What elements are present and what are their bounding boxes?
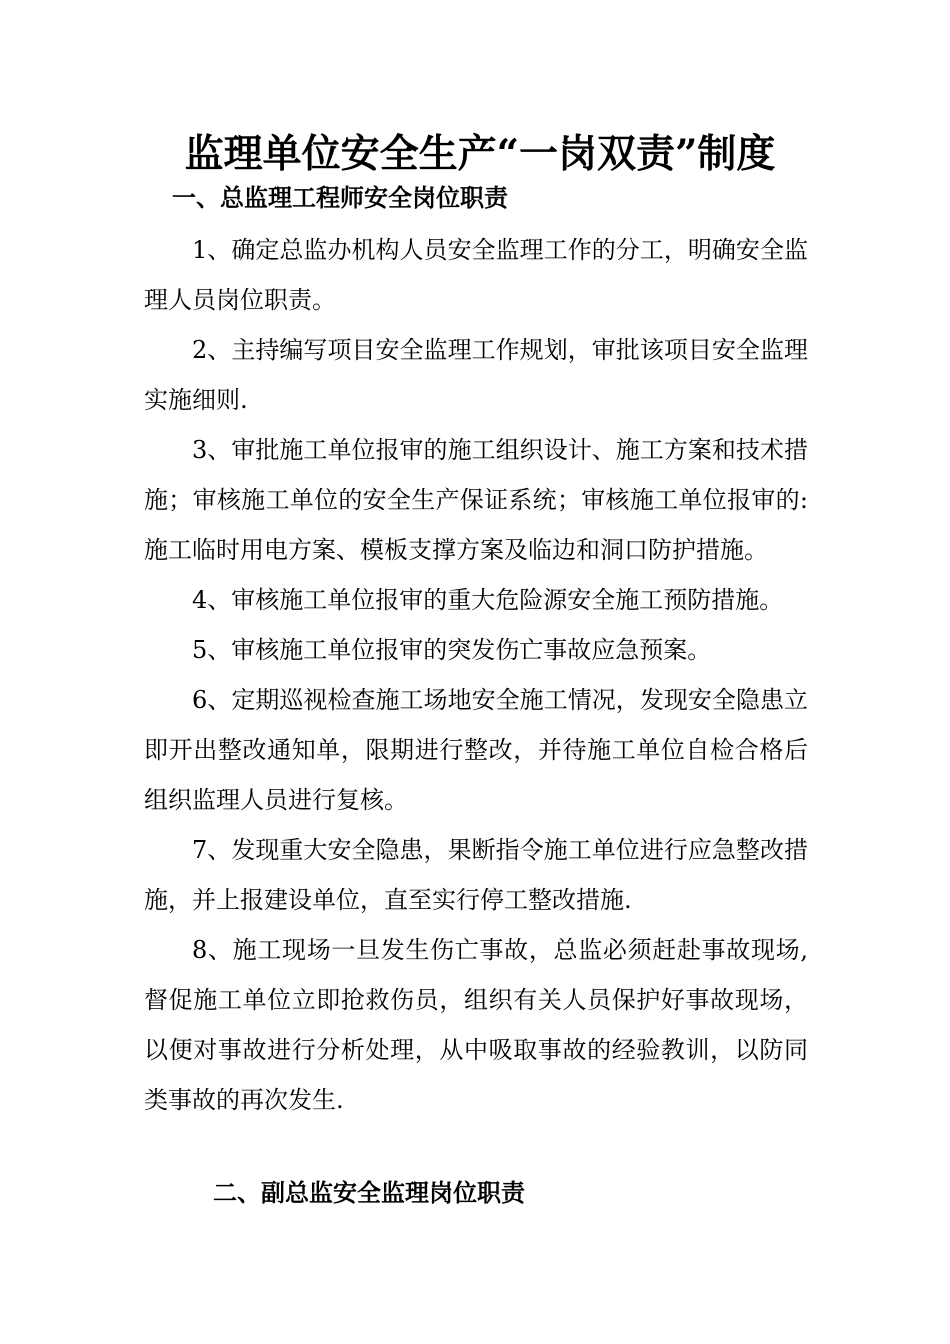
section-heading-1: 一、总监理工程师安全岗位职责 [172,183,508,212]
paragraph-6: 6、定期巡视检查施工场地安全施工情况，发现安全隐患立即开出整改通知单，限期进行整改，并待施工单位自检合格后组织监理人员进行复核。 [144,686,808,814]
document-title: 监理单位安全生产“一岗双责”制度 [184,131,776,177]
paragraph-8: 8、施工现场一旦发生伤亡事故，总监必须赶赴事故现场,督促施工单位立即抢救伤员，组织有关人员保护好事故现场，以便对事故进行分析处理，从中吸取事故的经验教训，以防同类事故的再次发生. [144,936,808,1114]
section-heading-2: 二、副总监安全监理岗位职责 [213,1178,525,1207]
paragraph-2: 2、主持编写项目安全监理工作规划，审批该项目安全监理实施细则. [144,336,808,414]
section-1-body [144,225,808,1125]
paragraph-4: 4、审核施工单位报审的重大危险源安全施工预防措施。 [192,586,784,614]
paragraph-1: 1、确定总监办机构人员安全监理工作的分工，明确安全监理人员岗位职责。 [144,236,808,314]
paragraph-3: 3、审批施工单位报审的施工组织设计、施工方案和技术措施；审核施工单位的安全生产保证系统；审核施工单位报审的:施工临时用电方案、模板支撑方案及临边和洞口防护措施。 [144,436,808,564]
paragraph-5: 5、审核施工单位报审的突发伤亡事故应急预案。 [192,636,712,664]
paragraph-7: 7、发现重大安全隐患，果断指令施工单位进行应急整改措施，并上报建设单位，直至实行停工整改措施. [144,836,808,914]
